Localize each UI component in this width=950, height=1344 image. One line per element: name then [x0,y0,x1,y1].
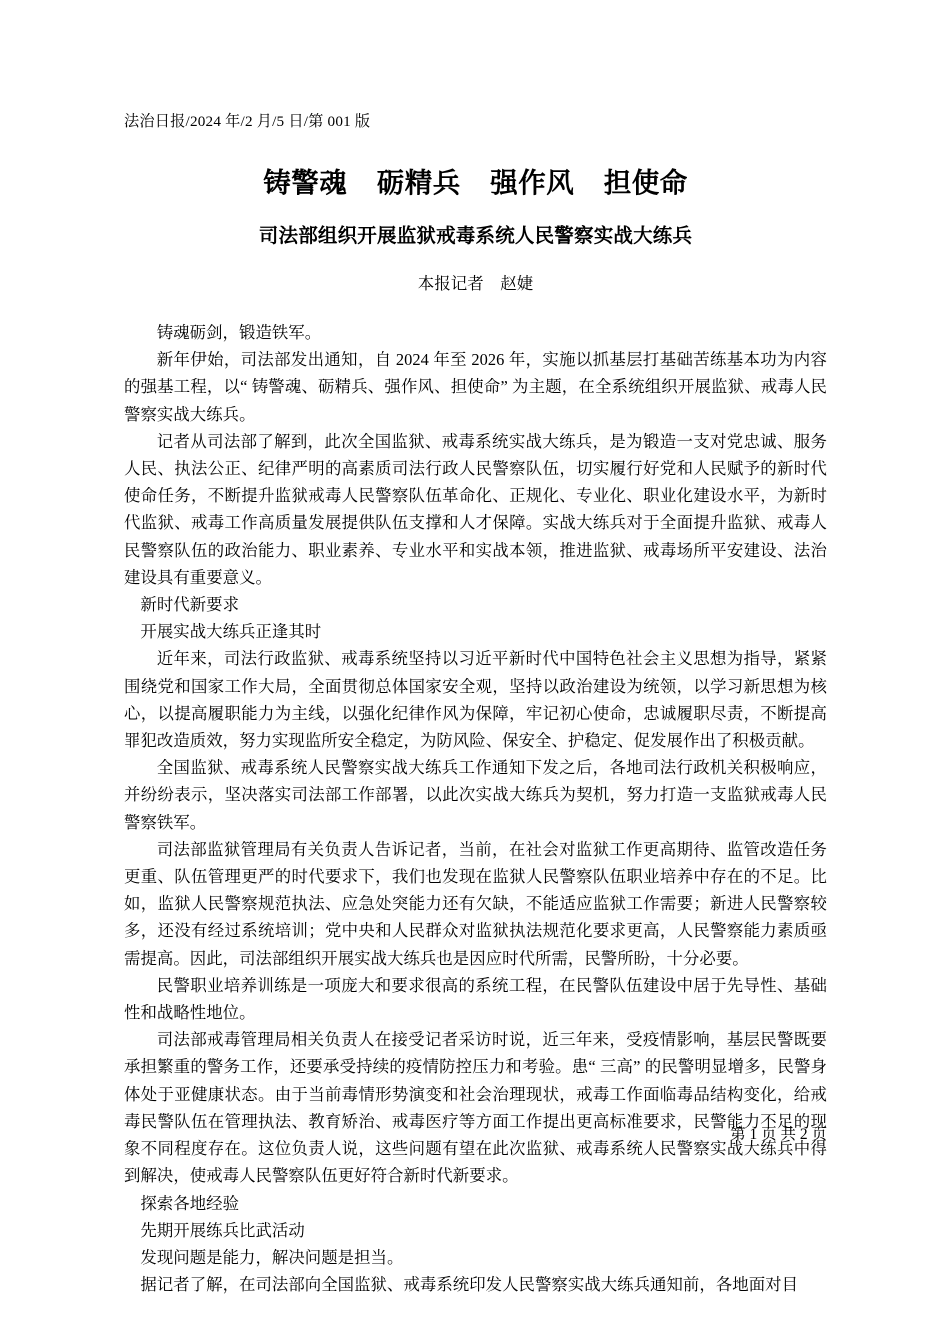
article-paragraph: 铸魂砺剑，锻造铁军。 [156,323,322,342]
byline: 本报记者 赵婕 [417,274,534,293]
article-paragraph: 发现问题是能力，解决问题是担当。 [140,1247,404,1267]
article-paragraph: 近年来，司法行政监狱、戒毒系统坚持以习近平新时代中国特色社会主义思想为指导，紧紧围绕党和国家工作大局，全面贯彻总体国家安全观，坚持以政治建设为统领，以学习新思想为核心，以提高履职能力为主线，以强化纪律作风为保障，牢记初心使命，忠诚履职尽责，不断提高罪犯改造质效，努力实现监所安全稳定，为防风险、保安全、护稳定、促发展作出了积极贡献。 [124,649,827,751]
article-paragraph: 探索各地经验 [140,1193,240,1213]
article-paragraph: 新年伊始，司法部发出通知，自 2024 年至 2026 年，实施以抓基层打基础苦练基本功为内容的强基工程，以“ 铸警魂、砺精兵、强作风、担使命” 为主题，在全系统组织开展监狱、戒毒人民警察实战大练兵。 [124,350,827,424]
article-paragraph: 开展实战大练兵正逢其时 [140,622,322,642]
page-title: 铸警魂 砺精兵 强作风 担使命 [263,167,688,198]
article-paragraph: 记者从司法部了解到，此次全国监狱、戒毒系统实战大练兵，是为锻造一支对党忠诚、服务人民、执法公正、纪律严明的高素质司法行政人民警察队伍，切实履行好党和人民赋予的新时代使命任务，不断提升监狱戒毒人民警察队伍革命化、正规化、专业化、职业化建设水平，为新时代监狱、戒毒工作高质量发展提供队伍支撑和人才保障。实战大练兵对于全面提升监狱、戒毒人民警察队伍的政治能力、职业素养、专业水平和实战本领，推进监狱、戒毒场所平安建设、法治建设具有重要意义。 [124,431,827,587]
article-paragraph: 据记者了解，在司法部向全国监狱、戒毒系统印发人民警察实战大练兵通知前，各地面对目 [140,1275,799,1295]
page-content [124,0,827,1298]
article-body [124,319,827,1298]
article-paragraph: 全国监狱、戒毒系统人民警察实战大练兵工作通知下发之后，各地司法行政机关积极响应，并纷纷表示，坚决落实司法部工作部署，以此次实战大练兵为契机，努力打造一支监狱戒毒人民警察铁军。 [124,758,827,832]
masthead-source-line: 法治日报/2024 年/2 月/5 日/第 001 版 [124,113,371,130]
page-footer: 第 1 页 共 2 页 [730,1126,827,1143]
article-paragraph: 司法部戒毒管理局相关负责人在接受记者采访时说，近三年来，受疫情影响，基层民警既要承担繁重的警务工作，还要承受持续的疫情防控压力和考验。患“ 三高” 的民警明显增多，民警身体处于亚健康状态。由于当前毒情形势演变和社会治理现状，戒毒工作面临毒品结构变化，给戒毒民警队伍在管理执法、教育矫治、戒毒医疗等方面工作提出更高标准要求，民警能力不足的现象不同程度存在。这位负责人说，这些问题有望在此次监狱、戒毒系统人民警察实战大练兵中得到解决，使戒毒人民警察队伍更好符合新时代新要求。 [124,1030,827,1186]
article-paragraph: 先期开展练兵比武活动 [140,1220,305,1240]
article-paragraph: 新时代新要求 [140,595,240,615]
article-paragraph: 司法部监狱管理局有关负责人告诉记者，当前，在社会对监狱工作更高期待、监管改造任务更重、队伍管理更严的时代要求下，我们也发现在监狱人民警察队伍职业培养中存在的不足。比如，监狱人民警察规范执法、应急处突能力还有欠缺，不能适应监狱工作需要；新进人民警察较多，还没有经过系统培训；党中央和人民群众对监狱执法规范化要求更高，人民警察能力素质亟需提高。因此，司法部组织开展实战大练兵也是因应时代所需，民警所盼，十分必要。 [124,839,827,968]
page-subtitle: 司法部组织开展监狱戒毒系统人民警察实战大练兵 [258,226,693,247]
article-paragraph: 民警职业培养训练是一项庞大和要求很高的系统工程，在民警队伍建设中居于先导性、基础性和战略性地位。 [124,975,827,1023]
